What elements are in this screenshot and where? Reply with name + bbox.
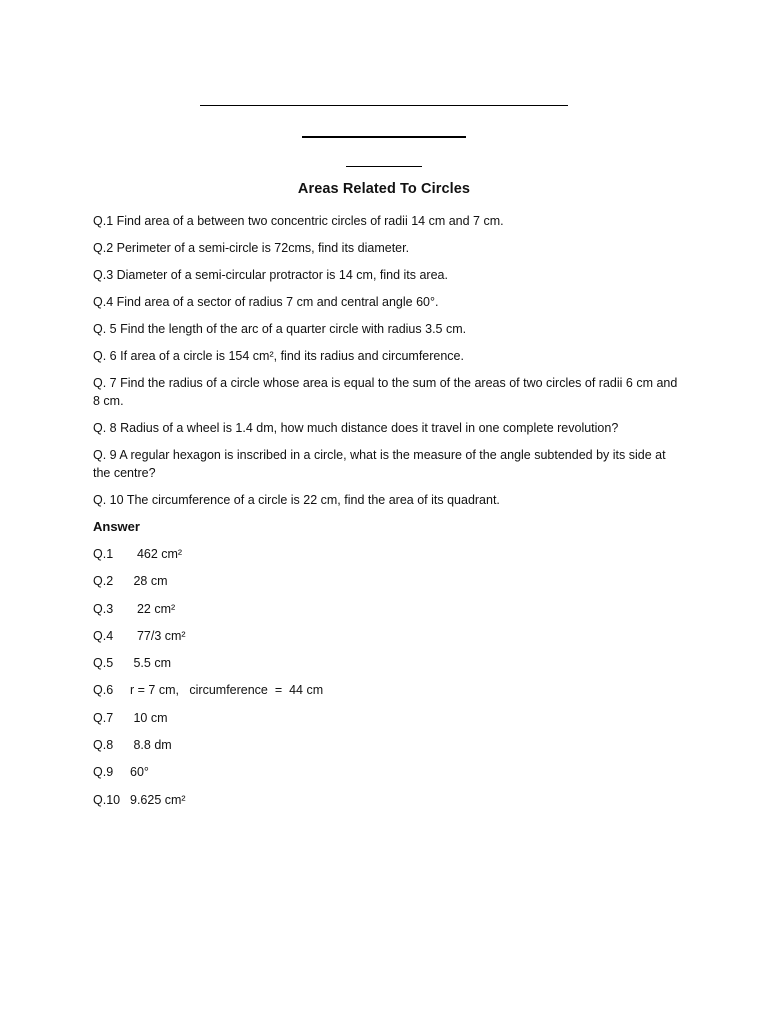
answer-number: Q.9 <box>93 765 114 780</box>
answer-value: 5.5 cm <box>130 656 171 671</box>
answer-9 <box>93 763 683 781</box>
question-6: Q. 6 If area of a circle is 154 cm², find its radius and circumference. <box>93 349 464 363</box>
answer-3 <box>93 600 683 618</box>
answer-1 <box>93 545 683 563</box>
answer-number: Q.7 <box>93 710 114 725</box>
answer-value: 22 cm² <box>130 601 176 616</box>
question-7: Q. 7 Find the radius of a circle whose area is equal to the sum of the areas of two circles of radii 6 cm and 8 cm. <box>93 376 678 408</box>
answer-8 <box>93 736 683 754</box>
answer-number: Q.2 <box>93 574 114 589</box>
question-10: Q. 10 The circumference of a circle is 22 cm, find the area of its quadrant. <box>93 493 500 507</box>
worksheet-body <box>93 212 683 818</box>
answer-value: 9.625 cm² <box>130 792 186 807</box>
answer-value: 8.8 dm <box>130 738 172 753</box>
question-2: Q.2 Perimeter of a semi-circle is 72cms, find its diameter. <box>93 241 410 255</box>
answer-value: 60° <box>130 765 149 780</box>
answer-number: Q.6 <box>93 683 114 698</box>
answer-value: 28 cm <box>130 574 168 589</box>
answer-heading: Answer <box>93 519 140 534</box>
answer-6 <box>93 681 683 699</box>
answer-number: Q.4 <box>93 628 114 643</box>
question-5: Q. 5 Find the length of the arc of a quarter circle with radius 3.5 cm. <box>93 322 467 336</box>
header-rule-long <box>200 105 568 106</box>
answer-4 <box>93 627 683 645</box>
answer-2 <box>93 572 683 590</box>
page-title: Areas Related To Circles <box>297 181 471 197</box>
answer-7 <box>93 709 683 727</box>
header-rule-short <box>346 166 422 167</box>
answer-number: Q.3 <box>93 601 114 616</box>
answer-value: 462 cm² <box>130 547 183 561</box>
question-3: Q.3 Diameter of a semi-circular protractor is 14 cm, find its area. <box>93 268 448 282</box>
answer-number: Q.5 <box>93 656 114 671</box>
question-8: Q. 8 Radius of a wheel is 1.4 dm, how much distance does it travel in one complete revolution? <box>93 421 619 435</box>
answer-value: r = 7 cm, circumference = 44 cm <box>130 683 324 698</box>
answer-10 <box>93 791 683 809</box>
answer-value: 10 cm <box>130 710 168 725</box>
question-9: Q. 9 A regular hexagon is inscribed in a circle, what is the measure of the angle subtended by its side at the centre? <box>93 448 666 480</box>
question-1: Q.1 Find area of a between two concentric circles of radii 14 cm and 7 cm. <box>93 214 504 228</box>
answer-value: 77/3 cm² <box>130 628 186 643</box>
answer-5 <box>93 654 683 672</box>
question-4: Q.4 Find area of a sector of radius 7 cm and central angle 60°. <box>93 295 439 309</box>
answer-number: Q.1 <box>93 547 114 561</box>
header-rule-medium <box>302 136 466 138</box>
answer-number: Q.8 <box>93 738 114 753</box>
answer-number: Q.10 <box>93 792 121 807</box>
